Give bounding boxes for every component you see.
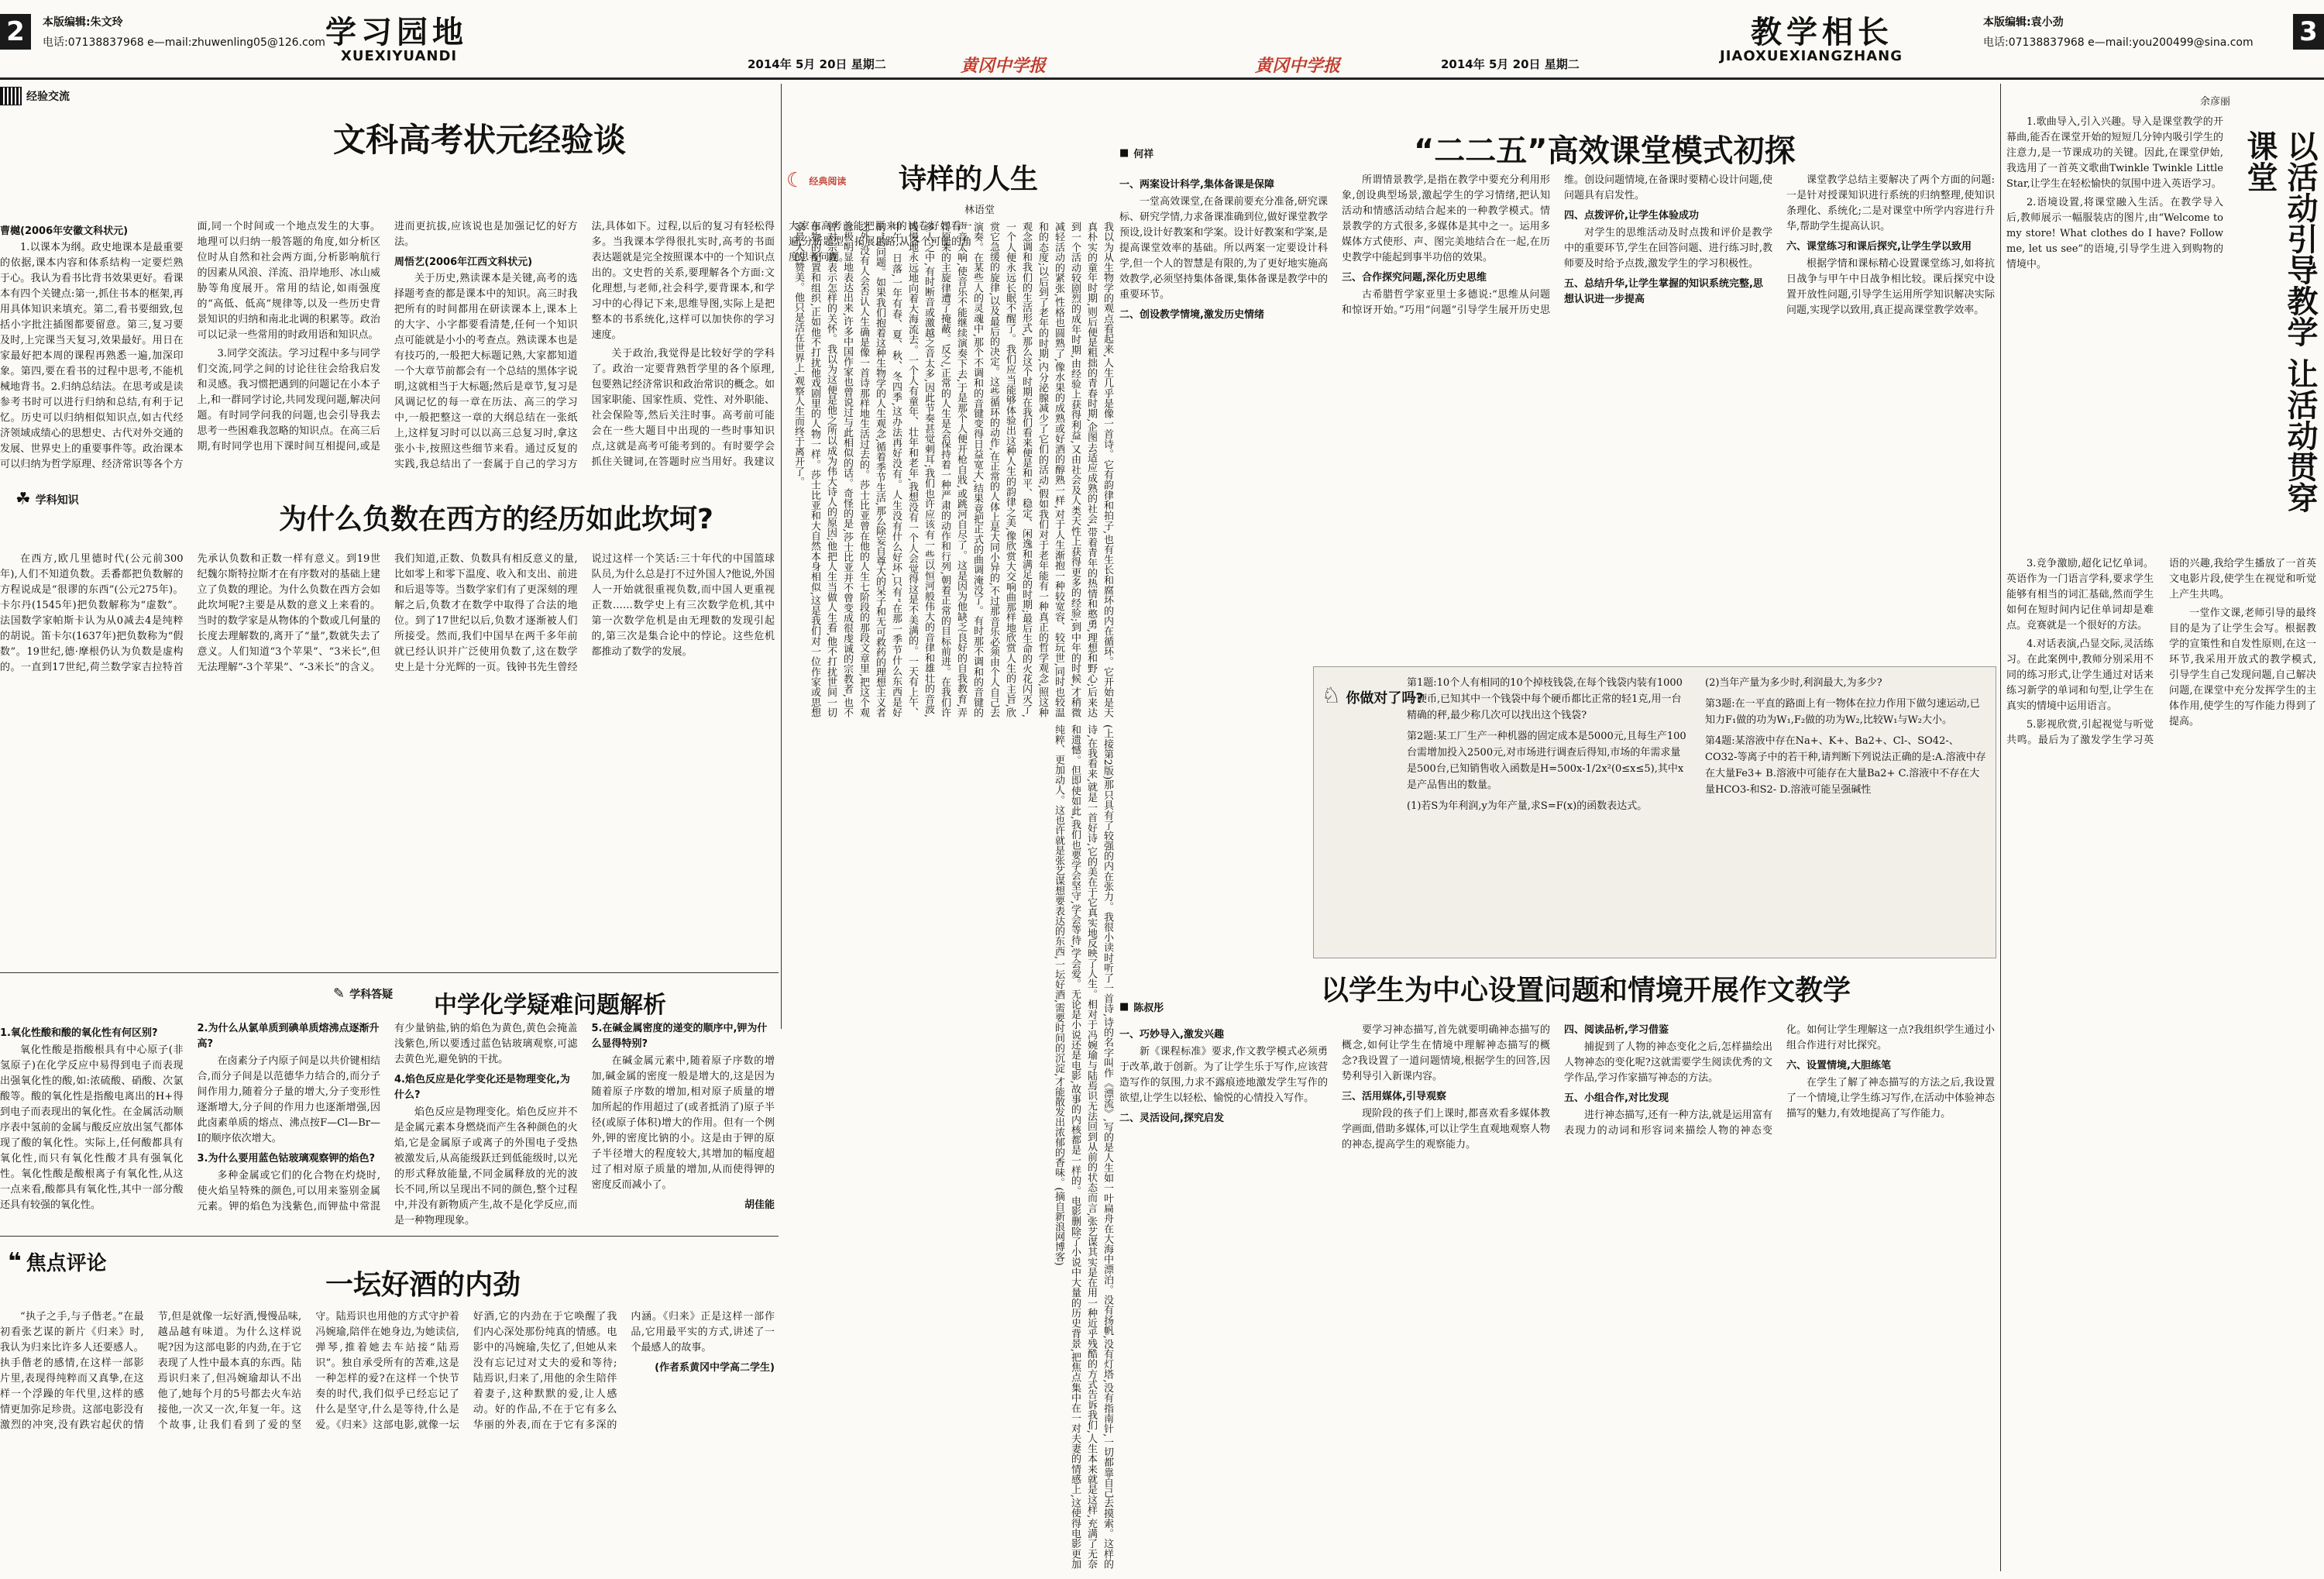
section-badge: ☾ 经典阅读 xyxy=(786,169,847,192)
contact-info: 电话:07138837968 e—mail:zhuwenling05@126.com xyxy=(43,36,325,49)
article-body: 一、巧妙导入,激发兴趣 新《课程标准》要求,作文教学模式必须勇于改革,敢于创新。为了让学生乐于写作,应该营造写作的氛围,力求不露痕迹地激发学生写作的欲望,让学生以轻松、愉悦的心情投入写作。 二、灵活设问,探究启发 要学习神态描写,首先就要明确神态描写的概念,如何让学生在情境中理解神态描写的概念?我设置了一道问题情境,根据学生的回答,因势利导引入新课内容。 三、活用媒体,引导观察 现阶段的孩子们上课时,都喜欢看多媒体教学画面,借助多媒体,可以让学生直观地观察人物的神态,提高学生的观察能力。 四、阅读品析,学习借鉴 捕捉到了人物的神态变化之后,怎样描绘出人物神态的变化呢?这就需要学生阅读优秀的文学作品,学习作家描写神态的方法。 五、小组合作,对比发现 进行神态描写,还有一种方法,就是运用富有表现力的动词和形容词来描绘人物的神态变化。如何让学生理解这一点?我组织学生通过小组合作进行对比探究。 六、设置情境,大胆练笔 在学生了解了神态描写的方法之后,我设置了一个情境,让学生练习写作,在活动中体验神态描写的魅力,有效地提高了写作能力。 xyxy=(1119,1024,1995,1151)
article-negative-numbers xyxy=(0,490,779,970)
column-pinyin: JIAOXUEXIANGZHANG xyxy=(1720,48,1903,64)
moon-icon: ☾ xyxy=(786,169,805,192)
section-divider xyxy=(0,1236,779,1237)
section-badge: ✎ 学科答疑 xyxy=(333,986,394,1002)
puzzle-box xyxy=(1313,666,1996,958)
column-title: 教学相长 xyxy=(1751,15,1893,50)
section-divider xyxy=(0,972,779,973)
column-pinyin: XUEXIYUANDI xyxy=(341,48,458,64)
byline: 曹樾(2006年安徽文科状元) xyxy=(0,225,129,237)
author: 林语堂 xyxy=(964,205,995,216)
headline: 中学化学疑难问题解析 xyxy=(434,992,666,1019)
puzzle-label: ♘ 你做对了吗? xyxy=(1322,683,1424,708)
headline: “二二五”高效课堂模式初探 xyxy=(1414,133,1796,169)
article-body: “执子之手,与子偕老。”在最初看张艺谋的新片《归来》时,我认为归来比许多人还要感人。执手偕老的感情,在这样一部影片里,表现得纯粹而又真挚,在这样一个浮躁的年代里,这样的感情更加弥足珍贵。这部电影没有激烈的冲突,没有跌宕起伏的情节,但是就像一坛好酒,慢慢品味,越品越有味道。为什么这样说呢?因为这部电影的内劲,在于它表现了人性中最本真的东西。陆焉识归来了,但冯婉瑜却认不出他了,她每个月的5号都去火车站接他,一次又一次,年复一年。这个故事,让我们看到了爱的坚守。陆焉识也用他的方式守护着冯婉瑜,陪伴在她身边,为她读信,弹琴,推着她去车站接“陆焉识”。独自承受所有的苦难,这是一种怎样的爱?在这样一个快节奏的时代,我们似乎已经忘记了什么是坚守,什么是等待,什么是爱。《归来》这部电影,就像一坛好酒,它的内劲在于它唤醒了我们内心深处那份纯真的情感。电影中的冯婉瑜,失忆了,但她从来没有忘记过对丈夫的爱和等待;陆焉识,归来了,用他的余生陪伴着妻子,这种默默的爱,让人感动。好的作品,不在于它有多么华丽的外表,而在于它有多深的内涵。《归来》正是这样一部作品,它用最平实的方式,讲述了一个最感人的故事。 (作者系黄冈中学高二学生) xyxy=(0,1311,775,1431)
article-poetic-life xyxy=(786,84,1116,719)
pig-icon: ♘ xyxy=(1322,683,1342,708)
article-body-top: 1.歌曲导入,引入兴趣。导入是课堂教学的开幕曲,能否在课堂开始的短短几分钟内吸引学生的注意力,是一节课成功的关键。因此,在课堂伊始,我选用了一首英文歌曲Twinkle Twinkle Little Star,让学生在轻松愉快的氛围中进入英语学习。 2.语境设置,将课堂融入生活。在教学导入后,教师展示一幅服装店的图片,由“Welcome to my store! What clothes do I have? Follow me, let us see”的语境,引导学生进入到购物的情境中。 xyxy=(2006,116,2223,270)
byline: 周悟艺(2006年江西文科状元) xyxy=(394,256,533,268)
page-number: 2 xyxy=(0,14,31,50)
right-page xyxy=(1116,0,2324,1579)
headline: 一坛好酒的内劲 xyxy=(325,1269,521,1301)
article-body: 1.氧化性酸和酸的氧化性有何区别? 氧化性酸是指酸根具有中心原子(非氢原子)在化学反应中易得到电子而表现出强氧化性的酸,如:浓硫酸、硝酸、次氯酸等。酸的氧化性是指酸电离出的H+得到电子而表现出的氧化性。在金属活动顺序表中氢前的金属与酸反应放出氢气都体现了酸的氧化性。实际上,任何酸都具有氧化性,而只有氧化性酸才具有强氧化性。氧化性酸是酸根离子有氧化性,从这一点来看,酸都具有氧化性,其中一部分酸还具有较强的氧化性。 2.为什么从氯单质到碘单质熔沸点逐渐升高? 在卤素分子内原子间是以共价键相结合,而分子间是以范德华力结合的,而分子间作用力,随着分子量的增大,分子变形性逐渐增大,分子间的作用力也逐渐增强,因此卤素单质的熔点、沸点按F—Cl—Br—I的顺序依次增大。 3.为什么要用蓝色钴玻璃观察钾的焰色? 多种金属或它们的化合物在灼烧时,使火焰呈特殊的颜色,可以用来鉴别金属元素。钾的焰色为浅紫色,而钾盐中常混有少量钠盐,钠的焰色为黄色,黄色会掩盖浅紫色,所以要透过蓝色钴玻璃观察,可滤去黄色光,避免钠的干扰。 4.焰色反应是化学变化还是物理变化,为什么? 焰色反应是物理变化。焰色反应并不是金属元素本身燃烧而产生各种颜色的火焰,它是金属原子或离子的外围电子受热被激发后,从高能级跃迁到低能级时,以光的形式释放能量,不同金属释放的光的波长不同,所以呈现出不同的颜色,整个过程中,并没有新物质产生,故不是化学反应,而是一种物理现象。 5.在碱金属密度的递变的顺序中,钾为什么显得特别? 在碱金属元素中,随着原子序数的增加,碱金属的密度一般是增大的,这是因为随着原子序数的增加,相对原子质量的增加所起的作用超过了(或者抵消了)原子半径(或原子体积)增大的作用。但有一个例外,钾的密度比钠的小。这是由于钾的原子半径增大的程度较大,其增加的幅度超过了相对原子质量的增加,从而使得钾的密度反而减小了。 胡佳能 xyxy=(0,1023,775,1226)
headline: 为什么负数在西方的经历如此坎坷? xyxy=(279,504,713,535)
article-continuation xyxy=(786,724,1116,1573)
editor-credit: 本版编辑:袁小劲 xyxy=(1983,16,2064,29)
editor-credit: 本版编辑:朱文玲 xyxy=(43,16,123,29)
article-body: (上接第2版)那只具有了较强的内在张力。我很小读时听了一首诗,诗的名字叫作《漂流》,写的是人生如一叶扁舟在大海中漂泊。没有扬帆,没有灯塔,没有指南针,一切都靠自己去摸索。这样的诗,在我看来,就是一首好诗,它的美在于它真实地反映了人生。相对于冯婉瑜与陆焉识无法回到从前的状态而言,张艺谋其实是在用一种近乎残酷的方式告诉我们,人生本来就是这样,充满了无奈和遗憾。但即使如此,我们也要学会坚守,学会等待,学会爱。无论是小说还是电影,故事的内核都是一样的。电影删除了小说中大量的历史背景,把焦点集中在一对夫妻的情感上,这使得电影更加纯粹、更加动人。这也许就是张艺谋想要表达的东西,一坛好酒,需要时间的沉淀,才能散发出浓郁的香味。(摘自新浪网博客) xyxy=(1053,724,1113,1569)
article-body: 曹樾(2006年安徽文科状元) 1.以课本为纲。政史地课本是最重要的依据,课本内容和体系结构一定要烂熟于心。我认为看书比背书效果更好。看课本有四个关键点:第一,抓住书本的框架,再用具体知识来填充。第二,看书要细致,包括小字批注插图都要留意。第三,复习要及时,上完课当天复习,效果最好。用日在家最好把本周的课程再熟悉一遍,加深印象。第四,要在看书的过程中思考,不能机械地背书。2.归纳总结法。在思考或是读参考书时可以进行归纳和总结,有利于记忆。历史可以归纳相似知识点,如古代经济领域成绩心的思想史、古代对外交通的发展、世界史上的重要事件等。政治课本可以归纳为哲学原理、经济常识等各个方面,同一个时间或一个地点发生的大事。地理可以归纳一般答题的角度,如分析区位时从自然和社会两方面,分析影响航行的因素从风浪、洋流、沿岸地形、冰山威胁等角度展开。常用的结论,如雨强度的“高低、低高”规律等,以及一些历史背景知识的归纳和南北北调的积累等。政治可以记录一些常用的时政用语和知识点。 3.同学交流法。学习过程中多与同学们交流,同学之间的讨论往往会给我启发和灵感。我习惯把遇到的问题记在小本子上,和一群同学讨论,共同发现问题,解决问题。有时同学问我的问题,也会引导我去思考一些困难我忽略的知识点。在高三后期,有时同学也用下课时间互相提问,或是进而更抗拔,应该说也是加强记忆的好方法。 周悟艺(2006年江西文科状元) 关于历史,熟读课本是关键,高考的选择题考查的都是课本中的知识。高三时我把所有的时间都用在研读课本上,课本上的大字、小字都要看清楚,任何一个知识点可能就是小小的考查点。熟读课本也是有技巧的,一般把大标题记熟,大家都知道一个大章节前都会有一个总结的黑体字说明,这就相当于大标题;然后是章节,复习是风调记忆的每一章在历法、高三的学习中,一般把整这一章的大纲总结在一张纸上,这样复习时可以以高三总复习时,拿这张小卡,按照这些细节来看。通过反复的实践,我总结出了一套属于自己的学习方法,具体如下。过程,以后的复习有轻松得多。当我课本学得很扎实时,高考的书面表达题就是完全按照课本中的一个知识点出的。文史哲的关系,要理解各个方面:文化理想,与老师,社会科学,要背课本,和学习中的心得记下来,思维导图,实际上是把整本的书系统化,这样可以加快你的学习速度。 关于政治,我觉得是比较好学的学科了。政治一定要背熟哲学里的各个原理,包要熟记经济常识和政治常识的概念。如国家职能、国家性质、党性、对外职能、社会保险等,然后关注时事。高考前可能会在一些大题目中出现的一些时事知识点,这就是高考可能考到的。有时要学会抓住关键词,在答题时应当用好。我建议大家在高考前能把原来的试卷好好看一遍,分析题型、拓展思路,从各个可能的角度思考问题。 xyxy=(0,221,972,470)
section-badge: ❝ 焦点评论 xyxy=(8,1248,107,1275)
column-title: 学习园地 xyxy=(325,15,468,50)
left-page xyxy=(0,0,1116,1579)
section-badge: 经验交流 xyxy=(0,87,70,105)
article-body: 我以为从生物学的观点看起来,人生几乎是像一首诗。它有韵律和拍子,也有生长和腐坏的内在循环。它开始是天真朴实的童年时期,则后便是粗拙的青春时期,企图去适应成熟的社会,带着青年的热情和憨勇,理想和野心;后来达到一个活动较剧烈的成年时期,由经验上获得利益,又由社会及人类天性上获得更多的经验;到中年的时候,才稍微减轻活动的紧张,性格也圆熟了,像水果的成熟或好酒的醇熟一样,对于人生渐抱一种较宽容、较玩世,同时也较温和的态度;以后到了老年的时期,内分泌腺减少了它们的活动,假如我们对于老年能有一种真正的哲学观念,照这种观念调和我们的生活形式,那么这个时期在我们看来便是和平、稳定、闲逸和满足的时期;最后生命的火花闪灭了,一个人便永远长眠不醒了。我们应当能够体验出这种人生的韵律之美,像欣赏大交响曲那样地欣赏人生的主旨,欣赏它急缓的旋律,以及最后的决定。这些循环的动作,在正常的人体上是大同小异的,不过那音乐必须由个人自己去演奏。在某些人的灵魂中,那个不调和的音键变得日益宽大,结果竟把正式的曲调淹没了。有时那不调和的音键的声音太响,使音乐不能继续演奏下去,于是那个人便开枪自戕,或跳河自尽了。这是因为他缺乏良好的自我教育,弄得原来的主旋律遭了掩蔽。反之,正常的人生是会保持着一种严肃的动作和行列,朝着正常的目标前进。在我们许多人之中,有时断音或激越之音太多,因此节奏甚觉刺耳;我们也许应该有一些以恒河般伟大的音律和雄壮的音波,慢慢地永远地向着大海流去。一个人有童年、壮年和老年,我想没有一个人会觉得这是不美满的。一天有上午、中午、日落,一年有春、夏、秋、冬四季,这办法再好没有。人生没有什么好坏,只有“在那一季节什么东西是好的”的问题。如果我们抱着这种生物学的人生观念,循着季节生活,那么除妄自尊大的呆子和无可救药的理想主义者之外,没有人会否认人生确是像一首诗那样地生活过去的。莎士比亚曾在他的人生七阶段的那段文章里,把这个观念极明显地表达出来,许多中国作家也曾说过与此相似的话。奇怪的是,莎士比亚并不曾变成很虔诚的宗教者,也不曾对宗教表示怎样的关怀。我以为这便是他之所以成为伟大诗人的原因;他把人生当做人生看,他不打扰世间一切事物的配置和组织,正如他不打扰他戏剧里的人物一样。莎士比亚和大自然本身相似,这是我们对一位作家或思想家最大的赞美。他只是活在世界上,观察人生而终于离开了。 xyxy=(792,222,1113,717)
book-icon: ☘ xyxy=(15,490,31,509)
square-icon: ■ xyxy=(1119,147,1129,159)
contact-info: 电话:07138837968 e—mail:you200499@sina.com xyxy=(1983,36,2254,49)
headline: 诗样的人生 xyxy=(899,163,1039,195)
square-icon: ■ xyxy=(1119,1001,1129,1013)
left-header xyxy=(0,0,1116,80)
column-divider xyxy=(2000,84,2001,1571)
article-body: 在西方,欧几里德时代(公元前300年),人们不知道负数。丢番都把负数解的方程说成是“很谬的东西”(公元275年)。卡尔丹(1545年)把负数解称为“虚数”。法国数学家帕斯卡认为从0减去4是纯粹的胡说。笛卡尔(1637年)把负数称为“假数”。19世纪,德·摩根仍认为负数是虚构的。一直到17世纪,荷兰数学家吉拉特首先承认负数和正数一样有意义。到19世纪魏尔斯特拉斯才在有序数对的基础上建立了负数的理论。为什么负数在西方会如此坎坷呢?主要是从数的意义上来看的。当时的数学家是从物体的个数或几何量的长度去理解数的,离开了“量”,数就失去了意义。人们知道“3个苹果”、“3米长”,但无法理解“-3个苹果”、“-3米长”的含义。我们知道,正数、负数具有相反意义的量,比如零上和零下温度、收入和支出、前进和后退等等。当数学家们有了更深刻的理解之后,负数才在数学中取得了合法的地位。到了17世纪以后,负数才逐渐被人们所接受。然而,我们中国早在两千多年前就已经认识并广泛使用负数了,这在数学史上是十分光辉的一页。钱钟书先生曾经说过这样一个笑话:三十年代的中国篮球队员,为什么总是打不过外国人?他说,外国人一开始就很重视负数,而中国人更重视正数……数学史上有三次数学危机,其中第一次数学危机是由无理数的发现引起的,第三次是集合论中的悖论。这些危机都推动了数学的发展。 xyxy=(0,553,775,673)
headline: 以活动引导教学 让活动贯穿课堂 xyxy=(2242,130,2318,513)
comment-icon: ❝ xyxy=(8,1248,22,1275)
question-icon: ✎ xyxy=(333,986,346,1002)
headline: 文科高考状元经验谈 xyxy=(333,121,627,159)
article-composition-teaching xyxy=(1119,961,1999,1573)
author-tag: ■ 陈叔彤 xyxy=(1119,1001,1164,1014)
issue-date: 2014年 5月 20日 星期二 xyxy=(1441,57,1580,71)
headline: 以学生为中心设置问题和情境开展作文教学 xyxy=(1321,975,1851,1006)
article-body: 一、两案设计科学,集体备课是保障 一堂高效课堂,在备课前要充分准备,研究课标、研究学情,力求备课准确到位,做好课堂教学预设,设计好教案和学案。设计好教案和学案,是提高课堂效率的基础。所以两案一定要设计科学,但一个人的智慧是有限的,为了更好地实施高效教学,必须坚持集体备课,集体备课是教学中的重要环节。 二、创设教学情境,激发历史情绪 所谓情景教学,是指在教学中要充分利用形象,创设典型场景,激起学生的学习情绪,把认知活动和情感活动结合起来的一种教学模式。情景教学的方式很多,多媒体是其中之一。运用多媒体方式使形、声、图完美地结合在一起,在历史教学中能起到事半功倍的效果。 三、合作探究问题,深化历史思维 古希腊哲学家亚里士多德说:“思维从问题和惊讶开始。”巧用“问题”引导学生展开历史思维。创设问题情境,在备课时要精心设计问题,使问题具有启发性。 四、点拨评价,让学生体验成功 对学生的思维活动及时点拨和评价是教学中的重要环节,学生在回答问题、进行练习时,教师要及时给予点拨,激发学生的学习积极性。 五、总结升华,让学生掌握的知识系统完整,思想认识进一步提高 课堂教学总结主要解决了两个方面的问题:一是针对授课知识进行系统的归纳整理,使知识条理化、系统化;二是对课堂中所学内容进行升华,帮助学生提高认识。 六、课堂练习和课后探究,让学生学以致用 根据学情和课标精心设置课堂练习,如将抗日战争与甲午中日战争相比较。课后探究中设置开放性问题,引导学生运用所学知识解决实际问题,实现学以致用,真正提高课堂教学效率。 xyxy=(1119,174,1995,321)
author: 余彦丽 xyxy=(2200,96,2231,108)
article-activity-teaching xyxy=(2006,84,2320,1571)
article-chemistry-qa xyxy=(0,978,779,1233)
newspaper-brand: 黄冈中学报 xyxy=(961,56,1047,76)
newspaper-brand: 黄冈中学报 xyxy=(1255,56,1341,76)
section-badge: ☘ 学科知识 xyxy=(15,490,79,509)
author-tag: ■ 何祥 xyxy=(1119,147,1154,160)
page-number: 3 xyxy=(2293,14,2324,50)
article-225-model xyxy=(1119,84,1999,665)
article-body: 3.竞争激励,超化记忆单词。英语作为一门语言学科,要求学生能够有相当的词汇基础,然而学生如何在短时间内记住单词却是难点。竞赛就是一个很好的方法。 4.对话表演,凸显交际,灵活练习。在此案例中,教师分别采用不同的练习形式,让学生通过对话来练习新学的单词和句型,让学生在真实的情境中运用语言。 5.影视欣赏,引起视觉与听觉共鸣。最后为了激发学生学习英语的兴趣,我给学生播放了一首英文电影片段,使学生在视觉和听觉上产生共鸣。 一堂作文课,老师引导的最终目的是为了让学生会写。根据教学的宣策性和自发性原则,在这一环节,我采用开放式的教学模式,引导学生自己发现问题,自己解决问题,在课堂中充分发挥学生的主体作用,使学生的写作能力得到了提高。 xyxy=(2006,558,2316,746)
puzzle-body: 第1题:10个人有相同的10个掉枝钱袋,在每个钱袋内装有1000个硬币,已知其中一个钱袋中每个硬币都比正常的轻1克,用一台精确的秤,最少称几次可以找出这个钱袋? 第2题:某工厂生产一种机器的固定成本是5000元,且每生产100台需增加投入2500元,对市场进行调查后得知,市场的年需求量是500台,已知销售收入函数是H=500x-1/2x²(0≤x≤5),其中x是产品售出的数量。 (1)若S为年利润,y为年产量,求S=F(x)的函数表达式。 (2)当年产量为多少时,利润最大,为多少? 第3题:在一平直的路面上有一物体在拉力作用下做匀速运动,已知力F₁做的功为W₁,F₂做的功为W₂,比较W₁与W₂大小。 第4题:某溶液中存在Na+、K+、Ba2+、Cl-、SO42-、CO32-等离子中的若干种,请判断下列说法正确的是:A.溶液中存在大量Fe3+ B.溶液中可能存在大量Ba2+ C.溶液中不存在大量HCO3-和S2- D.溶液可能呈强碱性 xyxy=(1407,677,1986,812)
barcode-icon xyxy=(0,87,22,105)
right-header xyxy=(1116,0,2324,80)
column-divider xyxy=(781,84,782,1029)
issue-date: 2014年 5月 20日 星期二 xyxy=(748,57,886,71)
article-fine-wine xyxy=(0,1240,779,1573)
